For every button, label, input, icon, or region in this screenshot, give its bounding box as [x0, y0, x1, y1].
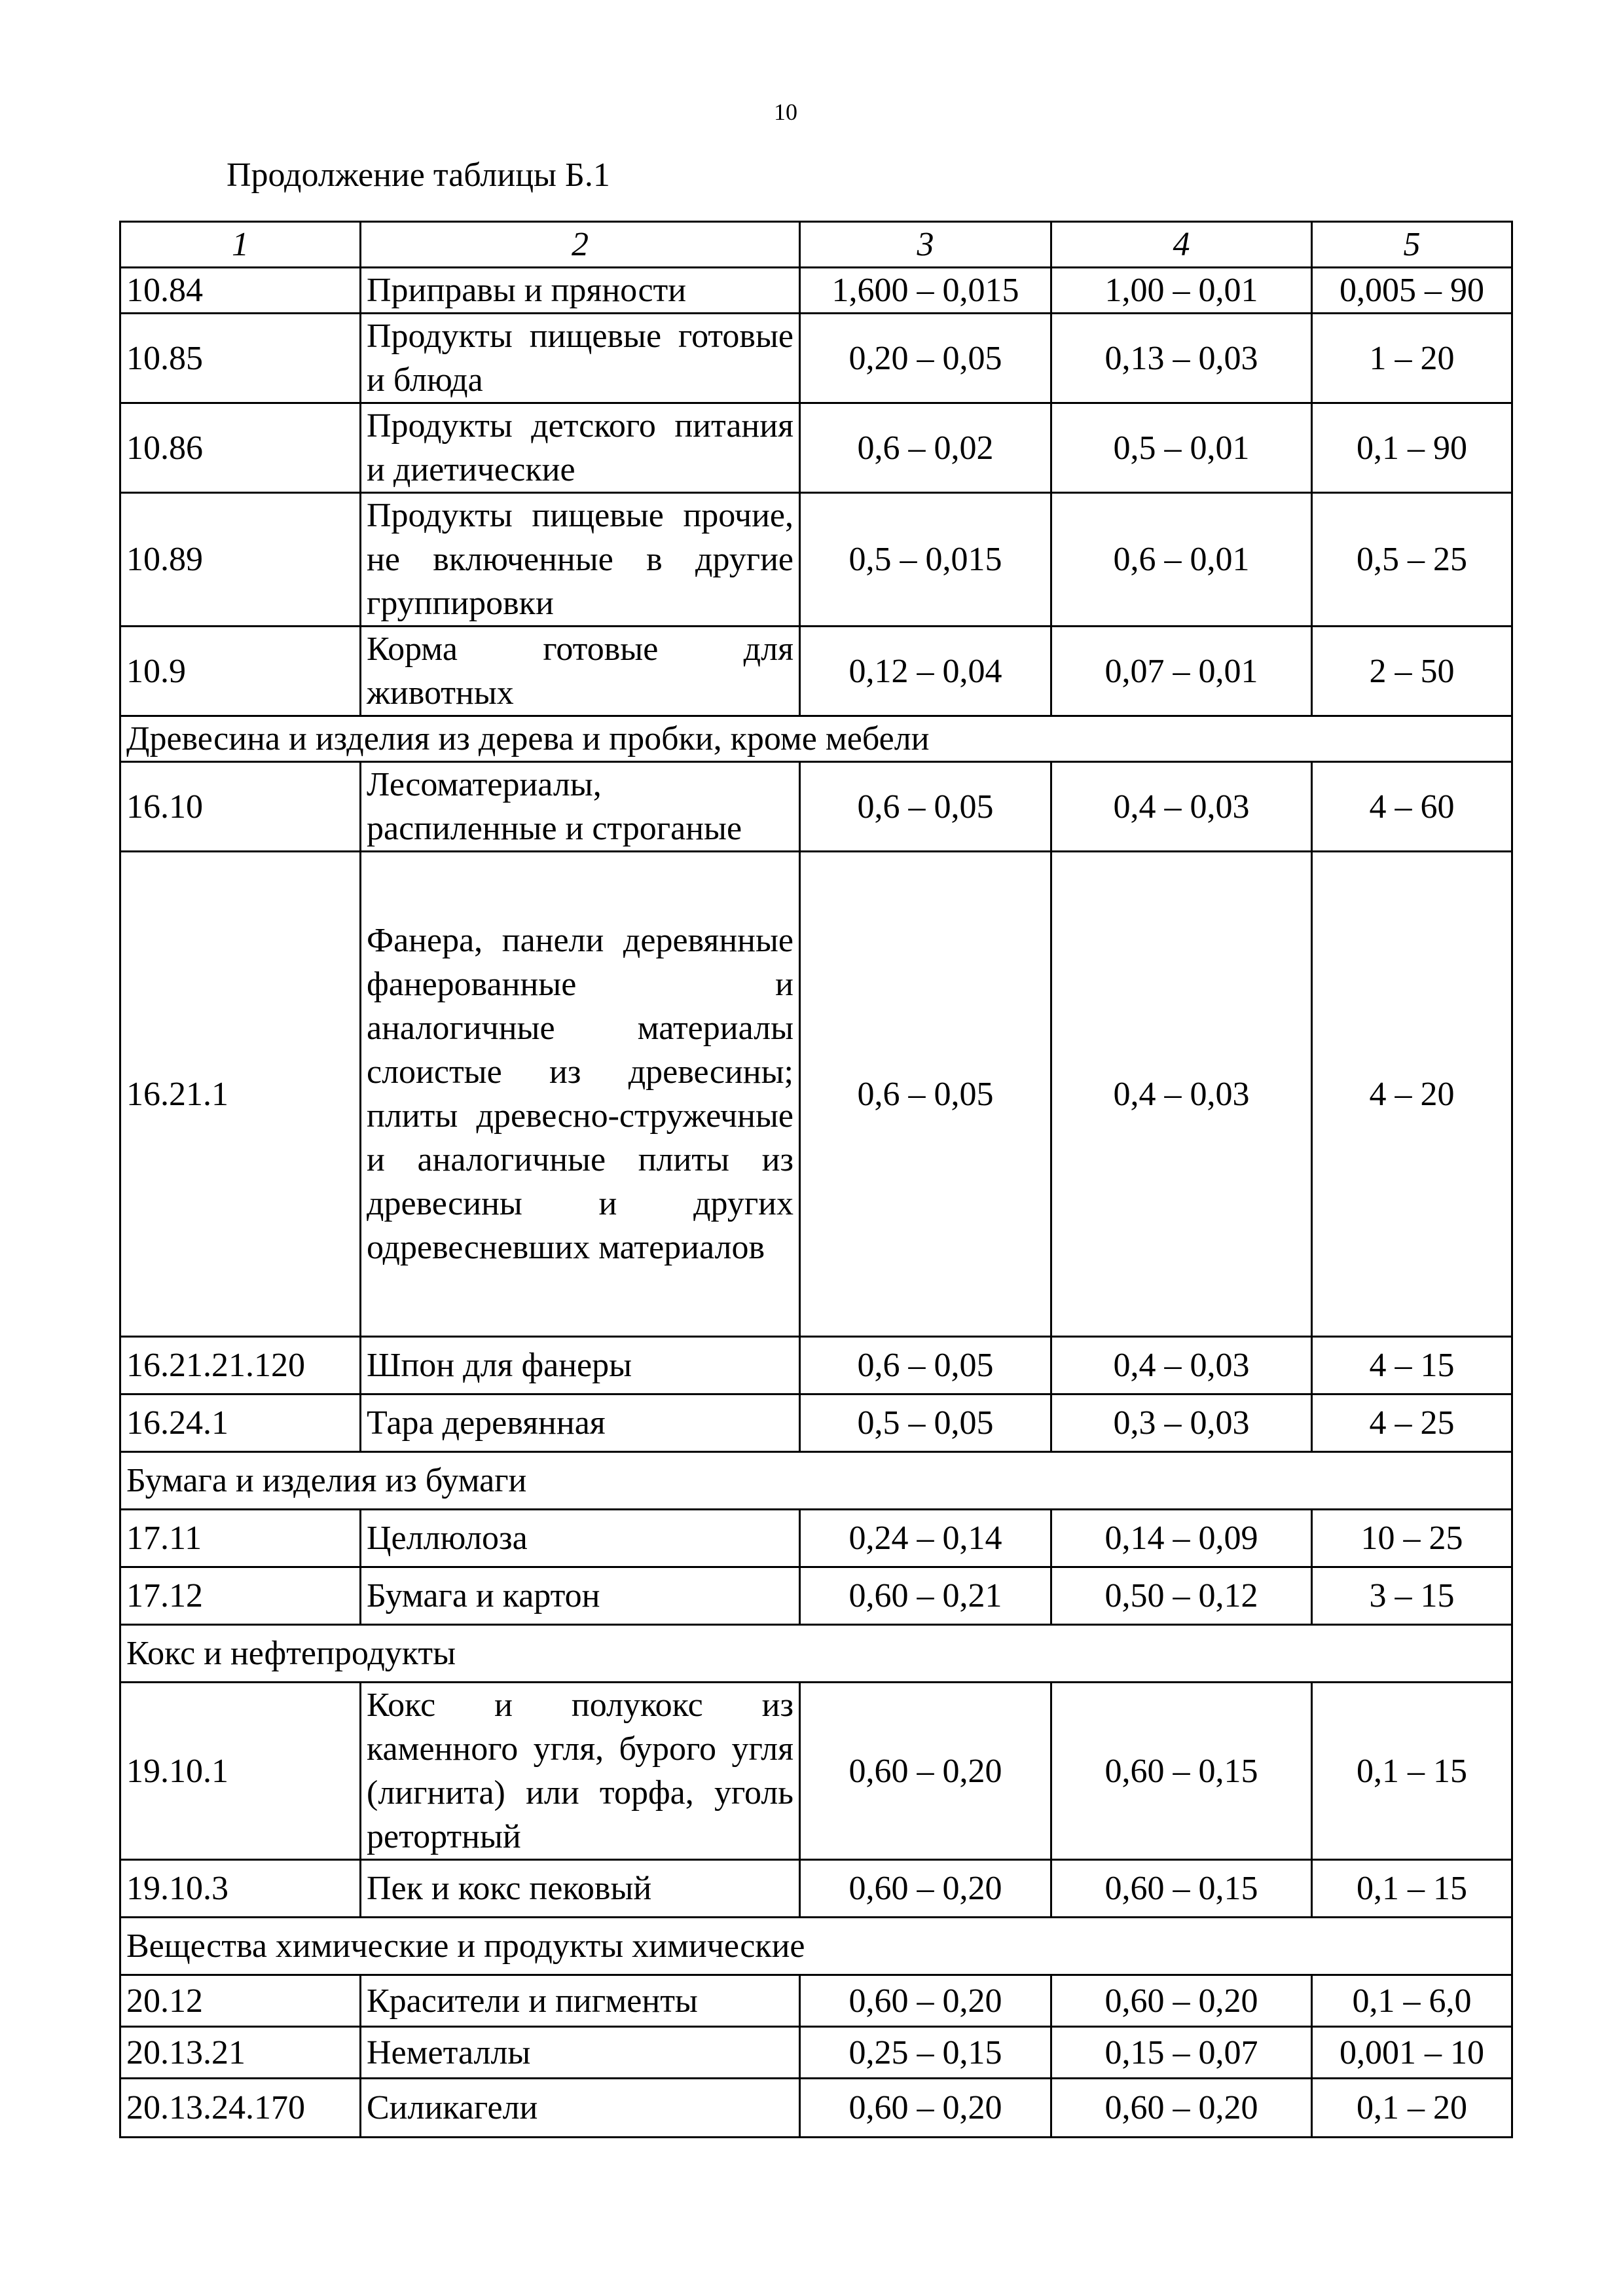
cell-col-4: 0,13 – 0,03: [1051, 314, 1312, 403]
cell-name: Лесоматериалы, распиленные и строганые: [361, 762, 800, 852]
cell-col-5: 0,5 – 25: [1312, 493, 1512, 627]
cell-name: Продукты детского питания и диетические: [361, 403, 800, 493]
table-row: [120, 1975, 1512, 2027]
cell-col-5: 1 – 20: [1312, 314, 1512, 403]
table-row: [120, 493, 1512, 627]
cell-col-3: 1,600 – 0,015: [800, 268, 1051, 314]
cell-col-5: 0,1 – 15: [1312, 1683, 1512, 1860]
table-row: [120, 1860, 1512, 1918]
cell-col-3: 0,60 – 0,20: [800, 1683, 1051, 1860]
cell-col-4: 0,4 – 0,03: [1051, 1337, 1312, 1394]
cell-col-4: 0,50 – 0,12: [1051, 1567, 1312, 1625]
cell-col-3: 0,6 – 0,05: [800, 852, 1051, 1337]
header-col-3: 3: [800, 222, 1051, 268]
cell-col-5: 0,1 – 20: [1312, 2079, 1512, 2138]
header-col-1: 1: [120, 222, 361, 268]
cell-col-5: 4 – 15: [1312, 1337, 1512, 1394]
table-body: [120, 268, 1512, 2138]
cell-col-5: 4 – 25: [1312, 1394, 1512, 1452]
header-col-4: 4: [1051, 222, 1312, 268]
section-row: [120, 1625, 1512, 1683]
cell-col-5: 4 – 60: [1312, 762, 1512, 852]
table-row: [120, 627, 1512, 716]
cell-col-3: 0,5 – 0,015: [800, 493, 1051, 627]
cell-code: 16.24.1: [120, 1394, 361, 1452]
cell-name: Приправы и пряности: [361, 268, 800, 314]
table-row: [120, 403, 1512, 493]
table-row: [120, 314, 1512, 403]
cell-col-4: 0,60 – 0,20: [1051, 1975, 1312, 2027]
cell-code: 17.12: [120, 1567, 361, 1625]
table-row: [120, 268, 1512, 314]
cell-code: 19.10.1: [120, 1683, 361, 1860]
cell-col-3: 0,24 – 0,14: [800, 1510, 1051, 1567]
cell-col-4: 0,15 – 0,07: [1051, 2027, 1312, 2079]
table-row: [120, 1510, 1512, 1567]
section-row: [120, 1452, 1512, 1510]
cell-col-4: 0,14 – 0,09: [1051, 1510, 1312, 1567]
header-col-2: 2: [361, 222, 800, 268]
cell-name: Силикагели: [361, 2079, 800, 2138]
cell-code: 10.86: [120, 403, 361, 493]
cell-col-3: 0,6 – 0,05: [800, 762, 1051, 852]
table-caption: Продолжение таблицы Б.1: [227, 156, 610, 194]
cell-col-4: 0,60 – 0,20: [1051, 2079, 1312, 2138]
table-row: [120, 1567, 1512, 1625]
cell-col-3: 0,60 – 0,21: [800, 1567, 1051, 1625]
data-table: [119, 221, 1513, 2138]
cell-code: 10.85: [120, 314, 361, 403]
cell-code: 10.84: [120, 268, 361, 314]
cell-col-4: 1,00 – 0,01: [1051, 268, 1312, 314]
table-row: [120, 852, 1512, 1337]
cell-name: Корма готовые для животных: [361, 627, 800, 716]
cell-col-5: 0,1 – 6,0: [1312, 1975, 1512, 2027]
section-title: Кокс и нефтепродукты: [120, 1625, 1512, 1683]
cell-name: Тара деревянная: [361, 1394, 800, 1452]
cell-name: Фанера, панели деревянные фанерованные и аналогичные материалы слоистые из древесины; плиты древесно-стружечные и аналогичные плиты из древесины и других одревесневших материалов: [361, 852, 800, 1337]
cell-col-4: 0,6 – 0,01: [1051, 493, 1312, 627]
cell-name: Целлюлоза: [361, 1510, 800, 1567]
cell-name: Кокс и полукокс из каменного угля, бурого угля (лигнита) или торфа, уголь ретортный: [361, 1683, 800, 1860]
cell-col-3: 0,60 – 0,20: [800, 1860, 1051, 1918]
table-row: [120, 1394, 1512, 1452]
cell-col-5: 3 – 15: [1312, 1567, 1512, 1625]
section-row: [120, 1918, 1512, 1975]
cell-col-3: 0,6 – 0,02: [800, 403, 1051, 493]
section-row: [120, 716, 1512, 762]
cell-name: Неметаллы: [361, 2027, 800, 2079]
table-row: [120, 2027, 1512, 2079]
cell-name: Бумага и картон: [361, 1567, 800, 1625]
cell-code: 16.21.21.120: [120, 1337, 361, 1394]
cell-code: 19.10.3: [120, 1860, 361, 1918]
cell-col-4: 0,07 – 0,01: [1051, 627, 1312, 716]
cell-col-5: 0,001 – 10: [1312, 2027, 1512, 2079]
table-row: [120, 1683, 1512, 1860]
cell-name: Продукты пищевые прочие, не включенные в другие группировки: [361, 493, 800, 627]
cell-name: Продукты пищевые готовые и блюда: [361, 314, 800, 403]
cell-col-4: 0,60 – 0,15: [1051, 1860, 1312, 1918]
cell-code: 16.21.1: [120, 852, 361, 1337]
header-row: [120, 222, 1512, 268]
header-col-5: 5: [1312, 222, 1512, 268]
table-row: [120, 1337, 1512, 1394]
section-title: Древесина и изделия из дерева и пробки, кроме мебели: [120, 716, 1512, 762]
cell-code: 16.10: [120, 762, 361, 852]
cell-col-4: 0,4 – 0,03: [1051, 852, 1312, 1337]
cell-col-3: 0,20 – 0,05: [800, 314, 1051, 403]
cell-col-4: 0,60 – 0,15: [1051, 1683, 1312, 1860]
cell-col-3: 0,60 – 0,20: [800, 2079, 1051, 2138]
table-row: [120, 762, 1512, 852]
cell-col-5: 2 – 50: [1312, 627, 1512, 716]
cell-col-5: 0,005 – 90: [1312, 268, 1512, 314]
cell-col-3: 0,6 – 0,05: [800, 1337, 1051, 1394]
cell-name: Шпон для фанеры: [361, 1337, 800, 1394]
table-row: [120, 2079, 1512, 2138]
cell-code: 10.9: [120, 627, 361, 716]
cell-col-5: 0,1 – 90: [1312, 403, 1512, 493]
cell-col-5: 10 – 25: [1312, 1510, 1512, 1567]
section-title: Бумага и изделия из бумаги: [120, 1452, 1512, 1510]
cell-code: 20.12: [120, 1975, 361, 2027]
cell-col-4: 0,4 – 0,03: [1051, 762, 1312, 852]
page-number: 10: [774, 99, 797, 125]
cell-col-4: 0,3 – 0,03: [1051, 1394, 1312, 1452]
cell-col-3: 0,12 – 0,04: [800, 627, 1051, 716]
section-title: Вещества химические и продукты химические: [120, 1918, 1512, 1975]
cell-code: 17.11: [120, 1510, 361, 1567]
cell-col-3: 0,5 – 0,05: [800, 1394, 1051, 1452]
cell-col-4: 0,5 – 0,01: [1051, 403, 1312, 493]
cell-code: 20.13.21: [120, 2027, 361, 2079]
cell-code: 10.89: [120, 493, 361, 627]
cell-name: Пек и кокс пековый: [361, 1860, 800, 1918]
cell-col-3: 0,60 – 0,20: [800, 1975, 1051, 2027]
cell-col-5: 0,1 – 15: [1312, 1860, 1512, 1918]
cell-code: 20.13.24.170: [120, 2079, 361, 2138]
cell-col-3: 0,25 – 0,15: [800, 2027, 1051, 2079]
cell-col-5: 4 – 20: [1312, 852, 1512, 1337]
cell-name: Красители и пигменты: [361, 1975, 800, 2027]
